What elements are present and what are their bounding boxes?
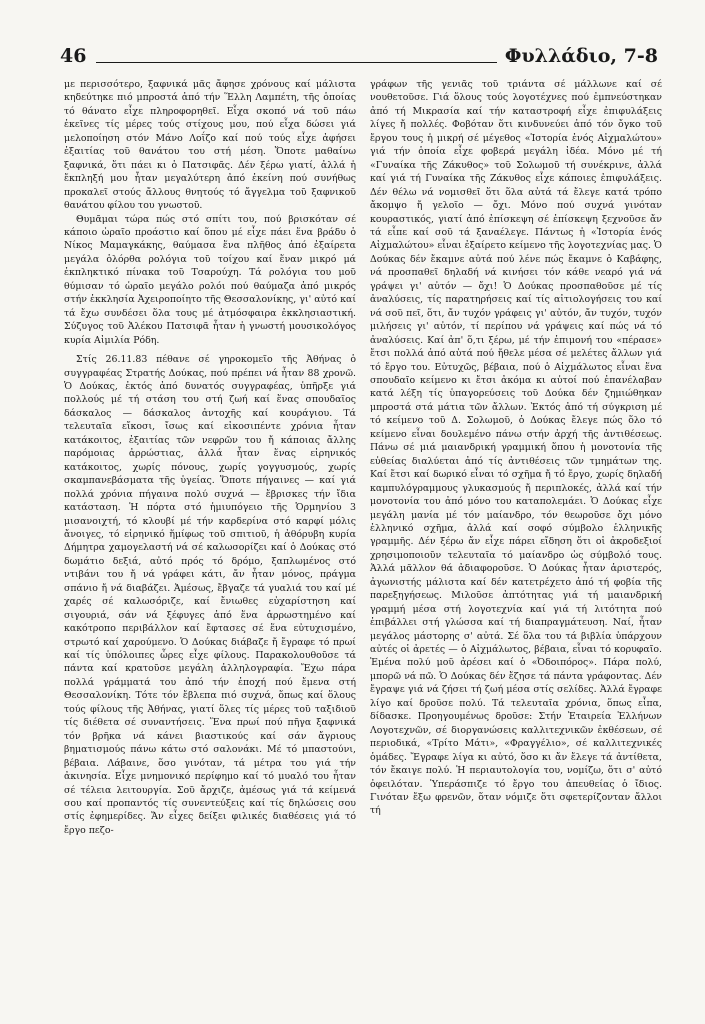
page-header [60,38,658,66]
right-column [370,78,662,818]
left-column [64,78,356,837]
paragraph: Στίς 26.11.83 πέθανε σέ γηροκομεῖο τῆς Ἀθήνας ὁ συγγραφέας Στρατής Δούκας, πού πρέπει νά ἦταν 88 χρονῶ. Ὁ Δούκας, ἐκτός ἀπό δυνατός συγγραφέας, ὑπῆρξε γιά πολλούς μέ τή στάση του στή ζωή καί ἕνας σπουδαῖος δάσκαλος — δάσκαλος ἀντοχῆς καί κουράγιου. Τά τελευταῖα εἴκοσι, ἴσως καί εἰκοσιπέντε χρόνια ἦταν κατάκοιτος, ἐξαιτίας τῶν νεφρῶν του ἤ κάποιας ἄλλης παρόμοιας ἀρρώστιας, ἀλλά ἦταν ἕνας εἰρηνικός κατάκοιτος, χωρίς πόνους, χωρίς γογγυσμούς, χωρίς σκαμπανεβάσματα τῆς ὑγείας. Ὅποτε πήγαινες — καί γιά πολλά χρόνια πήγαινα πολύ συχνά — ἔβρισκες τήν ἴδια κατάσταση. Ἡ πόρτα στό ἡμιυπόγειο τῆς Ὁρμηνίου 3 μισανοιχτή, τό κλουβί μέ τήν καρδερίνα στό καρφί μόλις ἄνοιγες, τό εἰρηνικό ἥμίφως τοῦ σπιτιοῦ, ἡ ἀθόρυβη κυρία Δήμητρα χαμογελαστή νά σέ καλωσορίζει καί ὁ Δούκας στό δωμάτιο δεξιά, αὐτό πρός τό δρόμο, ξαπλωμένος στό ντιβάνι του ἤ νά γράφει κάτι, ἄν ἦταν μόνος, πράγμα σπάνιο ἤ νά διαβάζει. Ἀμέσως, ἔβγαζε τά γυαλιά του καί μέ χαρές σέ καλωσόριζε, καί ἔνιωθες εὐχαρίστηση καί σιγουριά, σάν νά ξέφυγες ἀπό ἕνα ἀρρωστημένο καί κακότροπο περιβάλλον καί ἔφτασες σέ ἕνα εὐτυχισμένο, στρωτό καί χαρούμενο. Ὁ Δούκας διάβαζε ἤ ἔγραφε τό πρωί καί τίς ὑπόλοιπες ὧρες εἶχε φίλους. Παρακολουθοῦσε τά πάντα καί κρατοῦσε μεγάλη ἀλληλογραφία. Ἔχω πάρα πολλά γράμματά του ἀπό τήν ἐποχή πού ἔμενα στή Θεσσαλονίκη. Τότε τόν ἔβλεπα πιό συχνά, ὅπως καί ὅλους τούς φίλους τῆς Ἀθήνας, γιατί ὅλες τίς μέρες τοῦ ταξιδιοῦ τίς διέθετα σέ συναντήσεις. Ἕνα πρωί πού πῆγα ξαφνικά τόν βρῆκα νά κάνει βιαστικούς καί σάν ἄγριους βηματισμούς πάνω κάτω στό σαλονάκι. Μέ τό μπαστούνι, βέβαια. Λάβαινε, ὅσο γινόταν, τά μέτρα του γιά τήν ἀκινησία. Εἶχε μνημονικό περίφημο καί τό μυαλό του ἦταν σέ τέλεια λειτουργία. Σοῦ ἄρχιζε, ἀμέσως γιά τά κείμενά σου καί προπαντός τίς συνεντεύξεις καί τίς δηλώσεις σου στίς ἐφημερίδες. Ἄν εἶχες δείξει φιλικές διαθέσεις γιά τό ἔργο πεζο- [64,354,356,836]
page-number: 46 [60,45,87,67]
paragraph: γράφων τῆς γενιᾶς τοῦ τριάντα σέ μάλλωνε καί σέ νουθετοῦσε. Γιά ὅλους τούς λογοτέχνες πού ἐμπνεύστηκαν ἀπό τή Μικρασία καί τήν καταστροφή εἶχε ἐπιφυλάξεις λίγες ἤ πολλές. Φοβόταν ὅτι κινδυνεύει ἀπό τόν ὄγκο τοῦ ἔργου τους ἡ μικρή σέ μέγεθος «Ἱστορία ἑνός Αἰχμαλώτου» γιά τήν ὁποία εἶχε φοβερά μεγάλη ἰδέα. Μόνο μέ τή «Γυναίκα τῆς Ζάκυθος» τοῦ Σολωμοῦ τή συνέκρινε, ἀλλά καί γιά τή Γυναίκα τῆς Ζάκυθος εἶχε κάποιες ἐπιφυλάξεις. Δέν θέλω νά νομισθεῖ ὅτι ὅλα αὐτά τά ἔλεγε κατά τρόπο ἄκομψο ἤ γελοῖο — ὄχι. Μόνο πού συχνά γινόταν κουραστικός, γιατί ἀπό ἐπίσκεψη σέ ἐπίσκεψη ξεχνοῦσε ἄν τά εἶπε καί σοῦ τά ξαναέλεγε. Πάντως ἡ «Ἱστορία ἑνός Αἰχμαλώτου» εἶναι ἐξαίρετο κείμενο τῆς λογοτεχνίας μας. Ὁ Δούκας δέν ἔκαμνε αὐτά πού λένε πώς ἔκαμνε ὁ Καβάφης, νά προσπαθεῖ δηλαδή νά κινήσει τόν κάθε νεαρό γιά νά γράψει γι' αὐτόν — ὄχι! Ὁ Δούκας προσπαθοῦσε μέ τίς ἀναλύσεις, τίς παρατηρήσεις καί τίς αἰτιολογήσεις του καί νά σοῦ πεῖ, ὅτι, ἄν τυχόν γράφεις γι' αὐτόν, ἄν τυχόν, τυχόν μιλήσεις γι' αὐτόν, τί περίπου νά γράψεις καί πώς νά τό ἀναλύσεις. Καί ἀπ' ὅ,τι ξέρω, μέ τήν ἐπιμονή του «πέρασε» ἔτσι πολλά ἀπό αὐτά πού ἤθελε μέσα σέ μελέτες ἄλλων γιά τό ἔργο του. Εὐτυχῶς, βέβαια, πού ὁ Αἰχμάλωτος εἶναι ἕνα σπουδαῖο κείμενο κι ἔτσι ἀκόμα κι αὐτοί πού ἐπανέλαβαν κατά λέξη τίς ὑπαγορεύσεις τοῦ Δούκα δέν ζημιώθηκαν μπροστά στά μάτια τῶν ἄλλων. Ἐκτός ἀπό τή σύγκριση μέ τό κείμενο τοῦ Δ. Σολωμοῦ, ὁ Δούκας ἔλεγε πώς ὅλο τό κείμενο εἶναι δουλεμένο πάνω στήν ἀρχή τῆς ἀντιθέσεως. Πάνω σέ μιά μαιανδρική γραμμική ὅπου ἡ μονοτονία τῆς εὐθείας διαλύεται ἀπό τίς ἀντιθέσεις τῶν τμημάτων της. Καί ἔτσι καί δωρικό εἶναι τό σχῆμα ἤ τό ἔργο, χωρίς δηλαδή καμπυλόγραμμους γλυκασμούς ἤ περιπλοκές, ἀλλά καί τήν μονοτονία του ἀπό μόνο του καταπολεμάει. Ὁ Δούκας εἶχε μεγάλη μανία μέ τόν μαίανδρο, τόν θεωροῦσε ὄχι μόνο ἑλληνικό σχῆμα, ἀλλά καί σοφό σύμβολο ἑλληνικῆς γραμμῆς. Δέν ξέρω ἄν εἶχε πάρει εἴδηση ὅτι οἱ ἀκροδεξιοί χρησιμοποιοῦν τελευταῖα τό μαίανδρο ὡς σύμβολό τους. Ἀλλά μᾶλλον θά ἀδιαφοροῦσε. Ὁ Δούκας ἦταν ἀριστερός, ἀγωνιστής μάλιστα καί δέν κατετρέχετο ἀπό τή φοβία τῆς παρεξηγήσεως. Μιλοῦσε ἀπτότητας γιά τή μαιανδρική γραμμή μέσα στή λογοτεχνία καί γιά τή λιτότητα πού ἐπιβάλλει στή γλώσσα καί τή διαπραγμάτευση. Ναί, ἦταν μεγάλος μάστορης σ' αὐτά. Σέ ὅλα του τά βιβλία ὑπάρχουν αὐτές οἱ ἀρετές — ὁ Αἰχμάλωτος, βέβαια, εἶναι τό κορυφαῖο. Ἐμένα πολύ μοῦ ἀρέσει καί ὁ «Ὀδοιπόρος». Πάρα πολύ, μπορῶ νά πῶ. Ὁ Δούκας δέν ἔζησε τά πάντα γράφοντας. Δέν ἔγραψε γιά νά ζήσει τή ζωή μέσα στίς σελίδες. Ἀλλά ἔγραφε λίγο καί δροῦσε πολύ. Τά τελευταῖα χρόνια, ὅπως εἶπα, δίδασκε. Προηγουμένως δροῦσε: Στήν Ἑταιρεία Ἑλλήνων Λογοτεχνῶν, σέ διοργανώσεις καλλιτεχνικῶν ἐκθέσεων, σέ περιοδικά, «Τρίτο Μάτι», «Φραγγέλιο», σέ καλλιτεχνικές ὁμάδες. Ἔγραφε λίγα κι αὐτό, ὅσο κι ἄν ἔλεγε τά ἀντίθετα, τόν ἔκαιγε πολύ. Ἡ περιαυτολογία του, νομίζω, ὅτι σ' αὐτό ὀφειλόταν. Ὑπεράσπιζε τό ἔργο του ἀπευθείας ὁ ἴδιος. Γινόταν ἔξω φρενῶν, ὅταν νόμιζε ὅτι σφετερίζονταν ἄλλοι τή [370,79,662,817]
header-rule [96,62,496,63]
journal-title: Φυλλάδιο, 7-8 [504,45,658,67]
paragraph: Θυμᾶμαι τώρα πώς στό σπίτι του, πού βρισκόταν σέ κάποιο ὡραῖο προάστιο καί ὅπου μέ εἶχε πάει ἕνα βράδυ ὁ Νίκος Μαμαγκάκης, θαύμασα ἕνα πλῆθος ἀπό ἐξαίρετα μεγάλα ὁλόρθα ρολόγια τοῦ τοίχου καί ἕναν μικρό μά ἐκπληκτικό πίνακα τοῦ Τσαρούχη. Τά ρολόγια του μοῦ θύμισαν τό ὡραῖο μεγάλο ρολόι πού θαύμαζα ἀπό μικρός στήν ἐκκλησία Ἀχειροποίητο τῆς Θεσσαλονίκης, γι' αὐτό καί τά ἔχω συνδέσει ὅλα τους μέ ἀτμόσφαιρα ἐκκλησιαστική. Σύζυγος τοῦ Ἀλέκου Πατσιφᾶ ἦταν ἡ γνωστή μουσικολόγος κυρία Αἰμιλία Ρόδη. [64,213,356,346]
paragraph: με περισσότερο, ξαφνικά μᾶς ἄφησε χρόνους καί μάλιστα κηδεύτηκε πιό μπροστά ἀπό τήν Ἕλλη Λαμπέτη, τῆς ὁποίας τό θάνατο εἶχε πληροφορηθεῖ. Εἶχα σκοπό νά τοῦ πάω ἐκεῖνες τίς μέρες τούς στίχους μου, πού εἶχα δώσει γιά μελοποίηση στόν Μάνο Λοΐζο καί πού τούς εἶχε ἀφήσει ἐξαιτίας τοῦ θανάτου του στή μέση. Ὅποτε μαθαίνω ξαφνικά, ὅτι πάει κι ὁ Πατσιφᾶς. Δέν ξέρω γιατί, ἀλλά ἡ ἔκπληξή μου ἦταν μεγαλύτερη ἀπό ἐκείνη πού συνήθως προκαλεῖ στούς ἄλλους θνητούς τό ἄγγελμα τοῦ ξαφνικοῦ θανάτου φίλου του γνωστοῦ. [64,79,356,212]
